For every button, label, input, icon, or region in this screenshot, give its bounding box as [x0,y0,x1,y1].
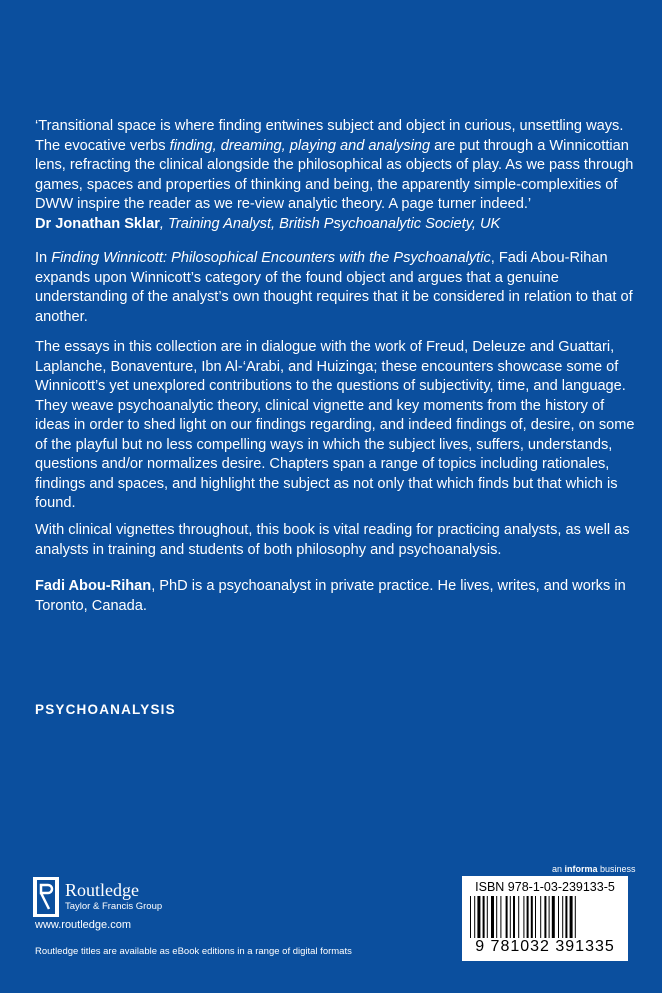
bio-text: , PhD is a psychoanalyst in private practice. He lives, writes, and works in Toronto, Canada. [35,578,626,614]
para1-pre: In [35,250,52,266]
description-paragraph-3: With clinical vignettes throughout, this book is vital reading for practicing analysts, as well as analysts in training and students of both philosophy and psychoanalysis. [35,522,630,558]
publisher-group: Taylor & Francis Group [65,901,163,912]
isbn-label: ISBN 978-1-03-239133-5 [475,880,615,894]
quote-body [35,117,635,215]
publisher-name: Routledge [65,880,139,900]
ebook-note: Routledge titles are available as eBook editions in a range of digital formats [35,946,352,957]
endorsement-quote [35,117,635,234]
quote-text: ‘Transitional space is where finding entwines subject and object in curious, unsettling ways. The evocative verbs [35,118,624,154]
description-paragraph-2: The essays in this collection are in dialogue with the work of Freud, Deleuze and Guattari, Laplanche, Bonaventure, Ibn Al-‘Arabi, and Huizinga; these encounters showcase some of Winnicott’s yet unexplored contributions to the questions of subjectivity, time, and language. They weave psychoanalytic theory, clinical vignette and key moments from the history of ideas in order to shed light on our findings regarding, and indeed findings of, desire, on some of the playful but no less compelling ways in which the subject lives, suffers, understands, questions and/or normalizes desire. Chapters span a range of topics including rationales, findings and spaces, and highlight the subject as not only that which finds but that which is found. [35,339,635,511]
subject-category: PSYCHOANALYSIS [35,702,176,717]
description-paragraph-1 [35,249,635,327]
publisher-logo [33,877,162,917]
quote-author-title: , Training Analyst, British Psychoanalytic Society, UK [159,215,501,232]
para1-post: , Fadi Abou-Rihan expands upon Winnicott’s category of the found object and argues that a genuine understanding of the analyst’s own thought requires that it be considered in relation to that of another. [35,250,633,325]
informa-business-tag: an informa business [552,864,636,874]
author-bio [35,577,635,616]
bio-name: Fadi Abou-Rihan [35,578,152,594]
barcode-number: 9 781032 391335 [475,938,615,955]
barcode-bars-icon [470,896,620,938]
isbn-barcode [462,876,628,961]
book-title: Finding Winnicott: Philosophical Encounters with the Psychoanalytic [51,250,491,266]
quote-text-2: are put through a Winnicottian lens, refracting the clinical alongside the philosophical as objects of play. As we pass through games, spaces and properties of thinking and being, the apparently simple-complexities of DWW inspire the reader as we re-view analytic theory. A page turner indeed.’ [35,137,634,212]
quote-author: Dr Jonathan Sklar [35,215,160,232]
routledge-emblem-icon [33,877,59,917]
quote-verbs: finding, dreaming, playing and analysing [169,137,431,154]
publisher-website: www.routledge.com [35,919,131,931]
quote-attribution [35,215,635,235]
